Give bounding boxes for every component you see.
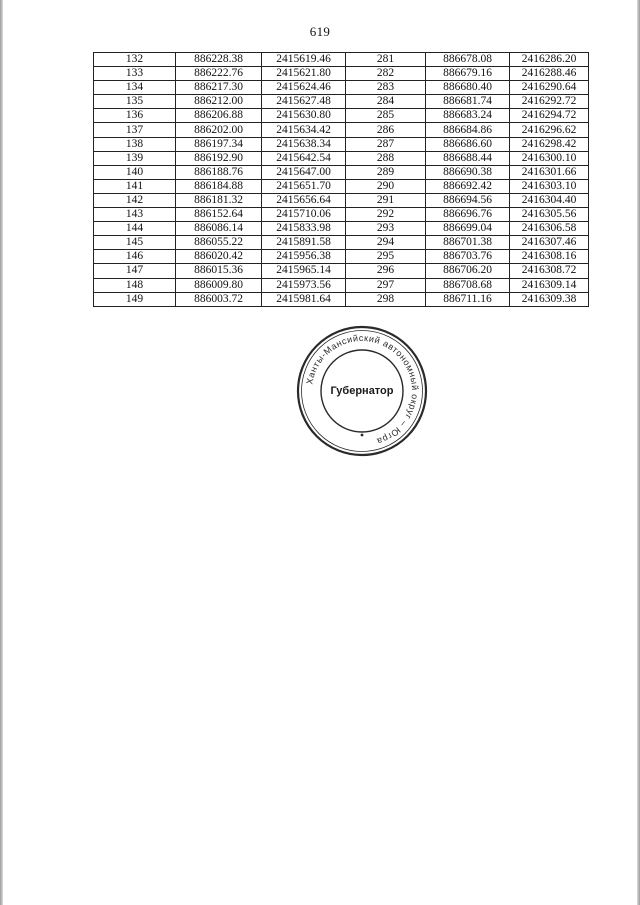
table-cell: 2415973.56 <box>262 278 346 292</box>
table-cell: 2416308.16 <box>510 250 589 264</box>
table-cell: 2415710.06 <box>262 208 346 222</box>
table-cell: 2416309.38 <box>510 292 589 306</box>
table-row <box>94 81 589 95</box>
table-cell: 886683.24 <box>426 109 510 123</box>
table-row <box>94 165 589 179</box>
table-cell: 148 <box>94 278 176 292</box>
table-cell: 290 <box>346 179 426 193</box>
table-cell: 886192.90 <box>176 151 262 165</box>
table-cell: 886699.04 <box>426 222 510 236</box>
table-cell: 886711.16 <box>426 292 510 306</box>
table-row <box>94 222 589 236</box>
table-cell: 2416288.46 <box>510 67 589 81</box>
table-cell: 2415619.46 <box>262 53 346 67</box>
table-row <box>94 250 589 264</box>
table-cell: 294 <box>346 236 426 250</box>
table-row <box>94 109 589 123</box>
table-cell: 288 <box>346 151 426 165</box>
table-cell: 285 <box>346 109 426 123</box>
table-cell: 886009.80 <box>176 278 262 292</box>
table-row <box>94 95 589 109</box>
coordinates-table-body <box>94 53 589 307</box>
table-row <box>94 137 589 151</box>
table-cell: 2416301.66 <box>510 165 589 179</box>
table-cell: 886184.88 <box>176 179 262 193</box>
table-cell: 143 <box>94 208 176 222</box>
table-cell: 2415956.38 <box>262 250 346 264</box>
table-row <box>94 179 589 193</box>
table-cell: 886678.08 <box>426 53 510 67</box>
table-cell: 886688.44 <box>426 151 510 165</box>
table-cell: 2416309.14 <box>510 278 589 292</box>
table-cell: 886197.34 <box>176 137 262 151</box>
table-cell: 886696.76 <box>426 208 510 222</box>
table-cell: 2415833.98 <box>262 222 346 236</box>
table-cell: 297 <box>346 278 426 292</box>
table-row <box>94 193 589 207</box>
table-cell: 2415642.54 <box>262 151 346 165</box>
table-row <box>94 236 589 250</box>
table-cell: 2415651.70 <box>262 179 346 193</box>
table-row <box>94 67 589 81</box>
table-cell: 2416290.64 <box>510 81 589 95</box>
table-cell: 886202.00 <box>176 123 262 137</box>
table-cell: 886152.64 <box>176 208 262 222</box>
table-cell: 886703.76 <box>426 250 510 264</box>
table-cell: 886694.56 <box>426 193 510 207</box>
table-cell: 298 <box>346 292 426 306</box>
table-row <box>94 123 589 137</box>
table-cell: 2416286.20 <box>510 53 589 67</box>
table-cell: 132 <box>94 53 176 67</box>
table-cell: 283 <box>346 81 426 95</box>
table-cell: 142 <box>94 193 176 207</box>
table-cell: 2415647.00 <box>262 165 346 179</box>
table-cell: 138 <box>94 137 176 151</box>
table-cell: 2415624.46 <box>262 81 346 95</box>
table-cell: 2415638.34 <box>262 137 346 151</box>
table-cell: 886701.38 <box>426 236 510 250</box>
table-cell: 144 <box>94 222 176 236</box>
table-cell: 886681.74 <box>426 95 510 109</box>
table-cell: 886181.32 <box>176 193 262 207</box>
table-row <box>94 292 589 306</box>
table-row <box>94 208 589 222</box>
scan-edge-left <box>0 0 3 905</box>
table-cell: 2416294.72 <box>510 109 589 123</box>
table-cell: 149 <box>94 292 176 306</box>
table-cell: 886680.40 <box>426 81 510 95</box>
coordinates-table <box>93 52 589 307</box>
table-cell: 284 <box>346 95 426 109</box>
table-row <box>94 151 589 165</box>
table-cell: 2416304.40 <box>510 193 589 207</box>
table-cell: 293 <box>346 222 426 236</box>
table-cell: 139 <box>94 151 176 165</box>
table-cell: 886055.22 <box>176 236 262 250</box>
table-cell: 886015.36 <box>176 264 262 278</box>
table-cell: 886706.20 <box>426 264 510 278</box>
table-cell: 137 <box>94 123 176 137</box>
table-cell: 2415981.64 <box>262 292 346 306</box>
table-cell: 136 <box>94 109 176 123</box>
table-cell: 886206.88 <box>176 109 262 123</box>
table-cell: 2415891.58 <box>262 236 346 250</box>
table-cell: 2415630.80 <box>262 109 346 123</box>
table-cell: 2415627.48 <box>262 95 346 109</box>
table-cell: 886212.00 <box>176 95 262 109</box>
table-cell: 2416303.10 <box>510 179 589 193</box>
seal-ring-text: Ханты-Мансийский автономный округ – Югра <box>304 332 421 447</box>
table-row <box>94 278 589 292</box>
table-cell: 135 <box>94 95 176 109</box>
table-cell: 141 <box>94 179 176 193</box>
table-cell: 286 <box>346 123 426 137</box>
table-cell: 886188.76 <box>176 165 262 179</box>
table-cell: 145 <box>94 236 176 250</box>
table-cell: 2415621.80 <box>262 67 346 81</box>
table-cell: 2415634.42 <box>262 123 346 137</box>
table-row <box>94 53 589 67</box>
table-cell: 291 <box>346 193 426 207</box>
table-cell: 134 <box>94 81 176 95</box>
table-cell: 146 <box>94 250 176 264</box>
table-cell: 287 <box>346 137 426 151</box>
table-cell: 886217.30 <box>176 81 262 95</box>
table-cell: 2416307.46 <box>510 236 589 250</box>
table-cell: 2416308.72 <box>510 264 589 278</box>
table-cell: 886228.38 <box>176 53 262 67</box>
table-cell: 147 <box>94 264 176 278</box>
table-cell: 2415965.14 <box>262 264 346 278</box>
table-cell: 886003.72 <box>176 292 262 306</box>
table-cell: 282 <box>346 67 426 81</box>
table-cell: 886686.60 <box>426 137 510 151</box>
table-cell: 289 <box>346 165 426 179</box>
table-cell: 886222.76 <box>176 67 262 81</box>
table-cell: 296 <box>346 264 426 278</box>
table-cell: 140 <box>94 165 176 179</box>
table-cell: 292 <box>346 208 426 222</box>
governor-seal <box>296 325 428 457</box>
table-cell: 886708.68 <box>426 278 510 292</box>
table-cell: 2416292.72 <box>510 95 589 109</box>
table-cell: 886692.42 <box>426 179 510 193</box>
table-cell: 886690.38 <box>426 165 510 179</box>
table-cell: 2416296.62 <box>510 123 589 137</box>
seal-center-text: Губернатор <box>330 385 394 397</box>
table-cell: 2415656.64 <box>262 193 346 207</box>
table-cell: 295 <box>346 250 426 264</box>
table-cell: 886679.16 <box>426 67 510 81</box>
table-cell: 133 <box>94 67 176 81</box>
table-cell: 281 <box>346 53 426 67</box>
table-cell: 886086.14 <box>176 222 262 236</box>
table-cell: 2416305.56 <box>510 208 589 222</box>
table-cell: 2416298.42 <box>510 137 589 151</box>
table-row <box>94 264 589 278</box>
table-cell: 2416300.10 <box>510 151 589 165</box>
table-cell: 886020.42 <box>176 250 262 264</box>
table-cell: 886684.86 <box>426 123 510 137</box>
page-number: 619 <box>309 24 331 39</box>
table-cell: 2416306.58 <box>510 222 589 236</box>
